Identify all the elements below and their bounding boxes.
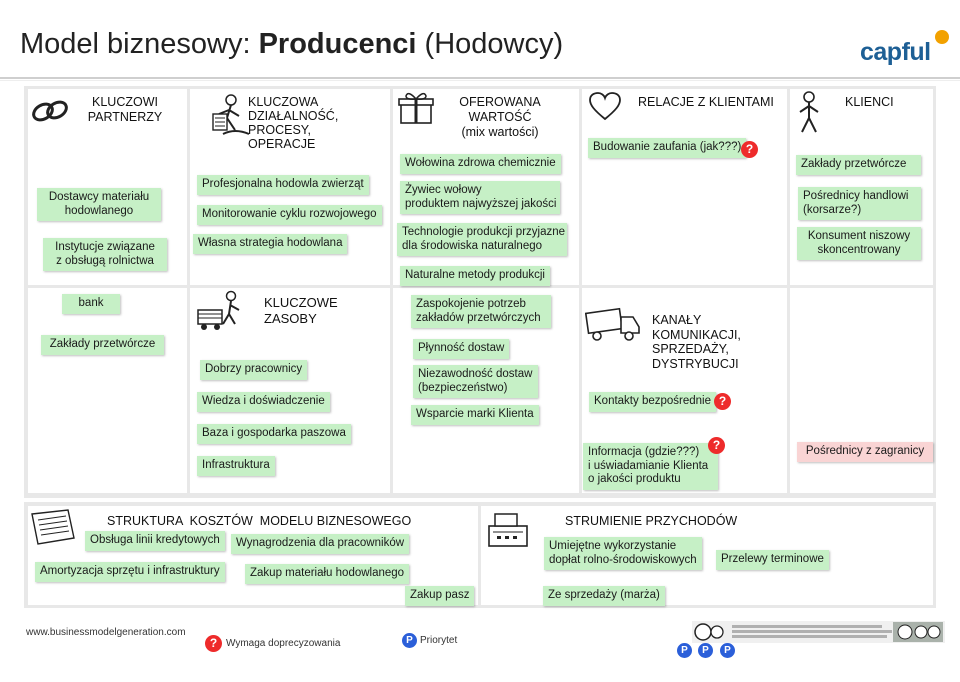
partner-note-suppliers: Dostawcy materiału hodowlanego (37, 188, 161, 221)
resource-note-infrastructure: Infrastruktura (197, 456, 275, 476)
customer-note-processors: Zakłady przetwórcze (796, 155, 921, 175)
activity-note-monitoring: Monitorowanie cyklu rozwojowego (197, 205, 382, 225)
cost-note-breeding-material: Zakup materiału hodowlanego (245, 564, 409, 584)
customer-note-traders: Pośrednicy handlowi (korsarze?) (798, 187, 921, 220)
customer-note-niche: Konsument niszowy skoncentrowany (797, 227, 921, 260)
value-note-processor-needs: Zaspokojenie potrzeb zakładów przetwórczych (411, 295, 551, 328)
footer-url[interactable]: www.businessmodelgeneration.com (26, 627, 186, 638)
resources-header: KLUCZOWE ZASOBY (264, 295, 338, 326)
priority-marker: P (720, 643, 735, 658)
revenue-header: STRUMIENIE PRZYCHODÓW (565, 514, 738, 528)
value-note-supply-reliability: Niezawodność dostaw (bezpieczeństwo) (413, 365, 538, 398)
customers-header: KLIENCI (845, 95, 894, 109)
value-note-eco-technology: Technologie produkcji przyjazne dla środowiska naturalnego (397, 223, 567, 256)
question-marker: ? (714, 393, 731, 410)
capful-logo (860, 30, 952, 66)
cc-by-sa-badge-icon (893, 622, 943, 642)
costs-header: STRUKTURA KOSZTÓW MODELU BIZNESOWEGO (107, 514, 412, 528)
resource-note-knowledge: Wiedza i doświadczenie (197, 392, 330, 412)
question-marker: ? (708, 437, 725, 454)
customer-person-icon (794, 90, 824, 134)
channels-header: KANAŁY KOMUNIKACJI, SPRZEDAŻY, DYSTRYBUCJI (652, 313, 741, 371)
forklift-worker-icon (195, 290, 247, 334)
heart-icon (588, 92, 622, 122)
header-divider-light (0, 80, 960, 81)
logo-dot (935, 30, 949, 44)
relation-note-trust: Budowanie zaufania (jak???) (588, 138, 746, 158)
question-marker: ? (741, 141, 758, 158)
header-divider (0, 77, 960, 79)
cash-register-icon (485, 508, 533, 550)
partner-note-institutions: Instytucje związane z obsługą rolnictwa (43, 238, 167, 271)
value-note-healthy-beef: Wołowina zdrowa chemicznie (400, 154, 561, 174)
customers-bottom-block (790, 288, 933, 493)
cost-note-credit-lines: Obsługa linii kredytowych (85, 531, 225, 551)
activities-header: KLUCZOWA DZIAŁALNOŚĆ, PROCESY, OPERACJE (248, 95, 339, 151)
value-note-brand-support: Wsparcie marki Klienta (411, 405, 539, 425)
cost-note-salaries: Wynagrodzenia dla pracowników (231, 534, 409, 554)
customer-note-foreign-traders: Pośrednicy z zagranicy (797, 442, 933, 462)
worker-icon (205, 94, 253, 138)
delivery-truck-icon (585, 305, 641, 343)
channel-note-information: Informacja (gdzie???) i uświadamianie Klienta o jakości produktu (583, 443, 718, 490)
revenue-note-sales-margin: Ze sprzedaży (marża) (543, 586, 665, 606)
activity-note-breeding: Profesjonalna hodowla zwierząt (197, 175, 369, 195)
cc-license-icon (693, 622, 725, 642)
value-note-natural-methods: Naturalne metody produkcji (400, 266, 550, 286)
revenue-note-subsidies: Umiejętne wykorzystanie dopłat rolno-środowiskowych (544, 537, 702, 570)
channel-note-direct-contacts: Kontakty bezpośrednie (589, 392, 716, 412)
partner-note-bank: bank (62, 294, 120, 314)
partner-note-processors: Zakłady przetwórcze (41, 335, 164, 355)
resource-note-feed-base: Baza i gospodarka paszowa (197, 424, 351, 444)
page-title: Model biznesowy: Producenci (Hodowcy) (20, 28, 564, 60)
cost-note-feed: Zakup pasz (405, 586, 474, 606)
cost-note-depreciation: Amortyzacja sprzętu i infrastruktury (35, 562, 225, 582)
partners-header: KLUCZOWI PARTNERZY (87, 95, 163, 124)
legend-priority-marker: P (402, 633, 417, 648)
priority-marker: P (698, 643, 713, 658)
priority-marker: P (677, 643, 692, 658)
resource-note-workers: Dobrzy pracownicy (200, 360, 307, 380)
chain-links-icon (30, 92, 72, 132)
document-bill-icon (28, 508, 80, 546)
value-note-livestock-quality: Żywiec wołowy produktem najwyższej jakości (400, 181, 560, 214)
logo-text: capful (860, 38, 931, 66)
relations-header: RELACJE Z KLIENTAMI (638, 95, 774, 109)
legend-question-label: Wymaga doprecyzowania (226, 638, 341, 649)
legend-priority-label: Priorytet (420, 635, 458, 646)
revenue-note-timely-transfers: Przelewy terminowe (716, 550, 829, 570)
legend-question-marker: ? (205, 635, 222, 652)
activity-note-strategy: Własna strategia hodowlana (193, 234, 347, 254)
value-note-supply-fluency: Płynność dostaw (413, 339, 509, 359)
value-header: OFEROWANA WARTOŚĆ (mix wartości) (459, 95, 541, 139)
partners-bottom-block (28, 288, 187, 493)
